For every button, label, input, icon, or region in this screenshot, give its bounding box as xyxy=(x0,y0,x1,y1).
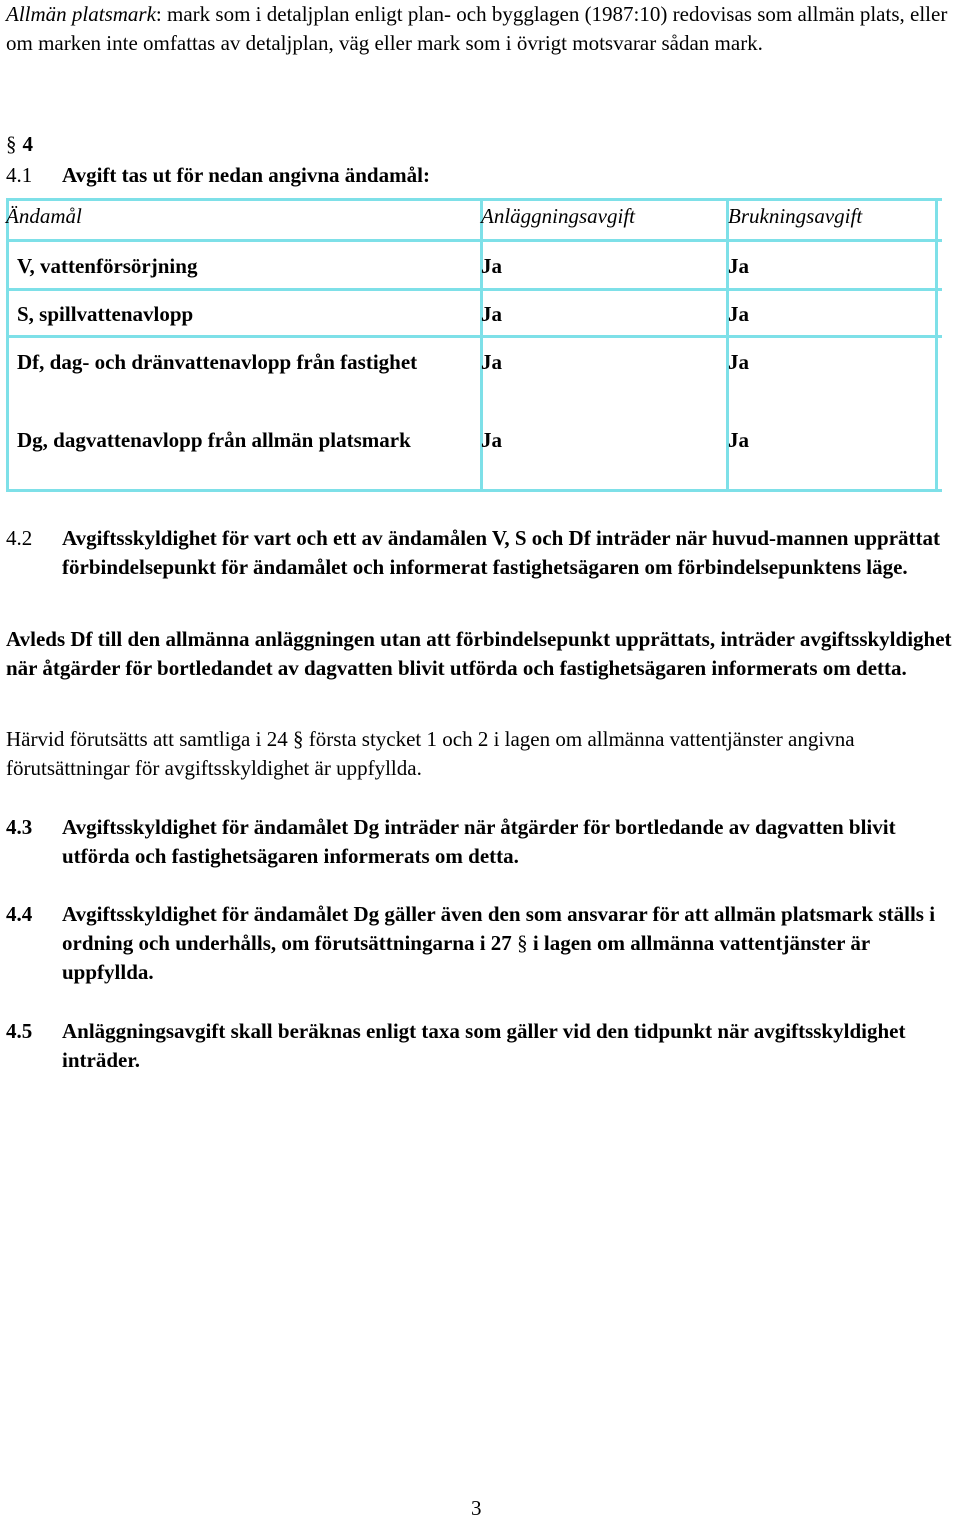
intro-text: : mark som i detaljplan enligt plan- och bygglagen (1987:10) redovisas som allmän plats, eller om marken inte omfattas av detaljplan, väg eller mark som i övrigt motsvarar sådan mark. xyxy=(6,2,948,55)
table-header-cell: Ändamål xyxy=(6,204,82,228)
table-border xyxy=(6,288,942,291)
paragraph-4-3 xyxy=(6,813,946,871)
paragraph-number: 4.2 xyxy=(6,526,33,550)
table-header-cell: Brukningsavgift xyxy=(728,204,863,228)
paragraph-text: Anläggningsavgift skall beräknas enligt taxa som gäller vid den tidpunkt när avgiftsskyldighet inträder. xyxy=(62,1019,906,1072)
section-sign: § xyxy=(6,132,17,156)
section-number: 4 xyxy=(22,132,33,156)
paragraph-conditions xyxy=(6,725,946,783)
table-cell: Ja xyxy=(481,302,502,326)
table-cell: Ja xyxy=(728,302,749,326)
table-header-cell: Anläggningsavgift xyxy=(481,204,635,228)
table-cell: Ja xyxy=(481,350,502,374)
paragraph-text: Avgift tas ut för nedan angivna ändamål: xyxy=(62,163,430,187)
table-cell: Ja xyxy=(481,428,502,452)
paragraph-text-start: Härvid förutsätts att samtliga i 24 xyxy=(6,727,288,751)
paragraph-4-2 xyxy=(6,524,946,582)
paragraph-4-5 xyxy=(6,1017,946,1075)
table-cell: Dg, dagvattenavlopp från allmän platsmark xyxy=(17,428,411,452)
section-sign: § xyxy=(517,931,528,955)
paragraph-text-end: första stycket 1 och 2 i lagen om allmänna vattentjänster angivna förutsättningar för avgiftsskyldighet är uppfyllda. xyxy=(6,727,855,780)
table-border xyxy=(6,335,942,338)
table-cell: Ja xyxy=(728,428,749,452)
table-cell: S, spillvattenavlopp xyxy=(17,302,194,326)
fee-purpose-table xyxy=(6,198,942,494)
intro-paragraph xyxy=(6,0,954,58)
table-cell: V, vattenförsörjning xyxy=(17,254,198,278)
paragraph-text-end: i lagen om allmänna vattentjänster är uppfyllda. xyxy=(62,931,870,984)
page-number: 3 xyxy=(471,1496,482,1520)
paragraph-df-drainage: Avleds Df till den allmänna anläggningen utan att förbindelsepunkt upprättats, inträder avgiftsskyldighet när åtgärder för bortledandet av dagvatten blivit utförda och fastighetsägaren informerats om detta. xyxy=(6,627,952,680)
table-border xyxy=(6,198,942,201)
table-border xyxy=(6,489,942,492)
table-cell: Ja xyxy=(481,254,502,278)
paragraph-number: 4.1 xyxy=(6,163,33,187)
section-sign: § xyxy=(292,727,304,751)
table-border xyxy=(6,198,9,492)
paragraph-4-1 xyxy=(6,161,946,190)
paragraph-text: Avgiftsskyldighet för vart och ett av ändamålen V, S och Df inträder när huvud-mannen upprättat förbindelsepunkt för ändamålet och informerat fastighetsägaren om förbindelsepunktens läge. xyxy=(62,526,940,579)
table-border xyxy=(935,198,938,492)
paragraph-number: 4.4 xyxy=(6,902,33,926)
table-cell: Df, dag- och dränvattenavlopp från fastighet xyxy=(17,350,418,374)
defined-term: Allmän platsmark xyxy=(6,2,156,26)
table-border xyxy=(6,239,942,242)
section-heading xyxy=(6,130,33,159)
paragraph-text: Avgiftsskyldighet för ändamålet Dg inträder när åtgärder för bortledande av dagvatten blivit utförda och fastighetsägaren informerats om detta. xyxy=(62,815,896,868)
paragraph-number: 4.5 xyxy=(6,1019,33,1043)
paragraph-text-start: Avgiftsskyldighet för ändamålet Dg gäller även den som ansvarar för att allmän platsmark ställs i ordning och underhålls, om förutsättningarna i 27 xyxy=(62,902,936,955)
table-cell: Ja xyxy=(728,350,749,374)
paragraph-number: 4.3 xyxy=(6,815,33,839)
paragraph-text xyxy=(6,900,946,987)
paragraph-4-4 xyxy=(6,900,946,987)
table-cell: Ja xyxy=(728,254,749,278)
